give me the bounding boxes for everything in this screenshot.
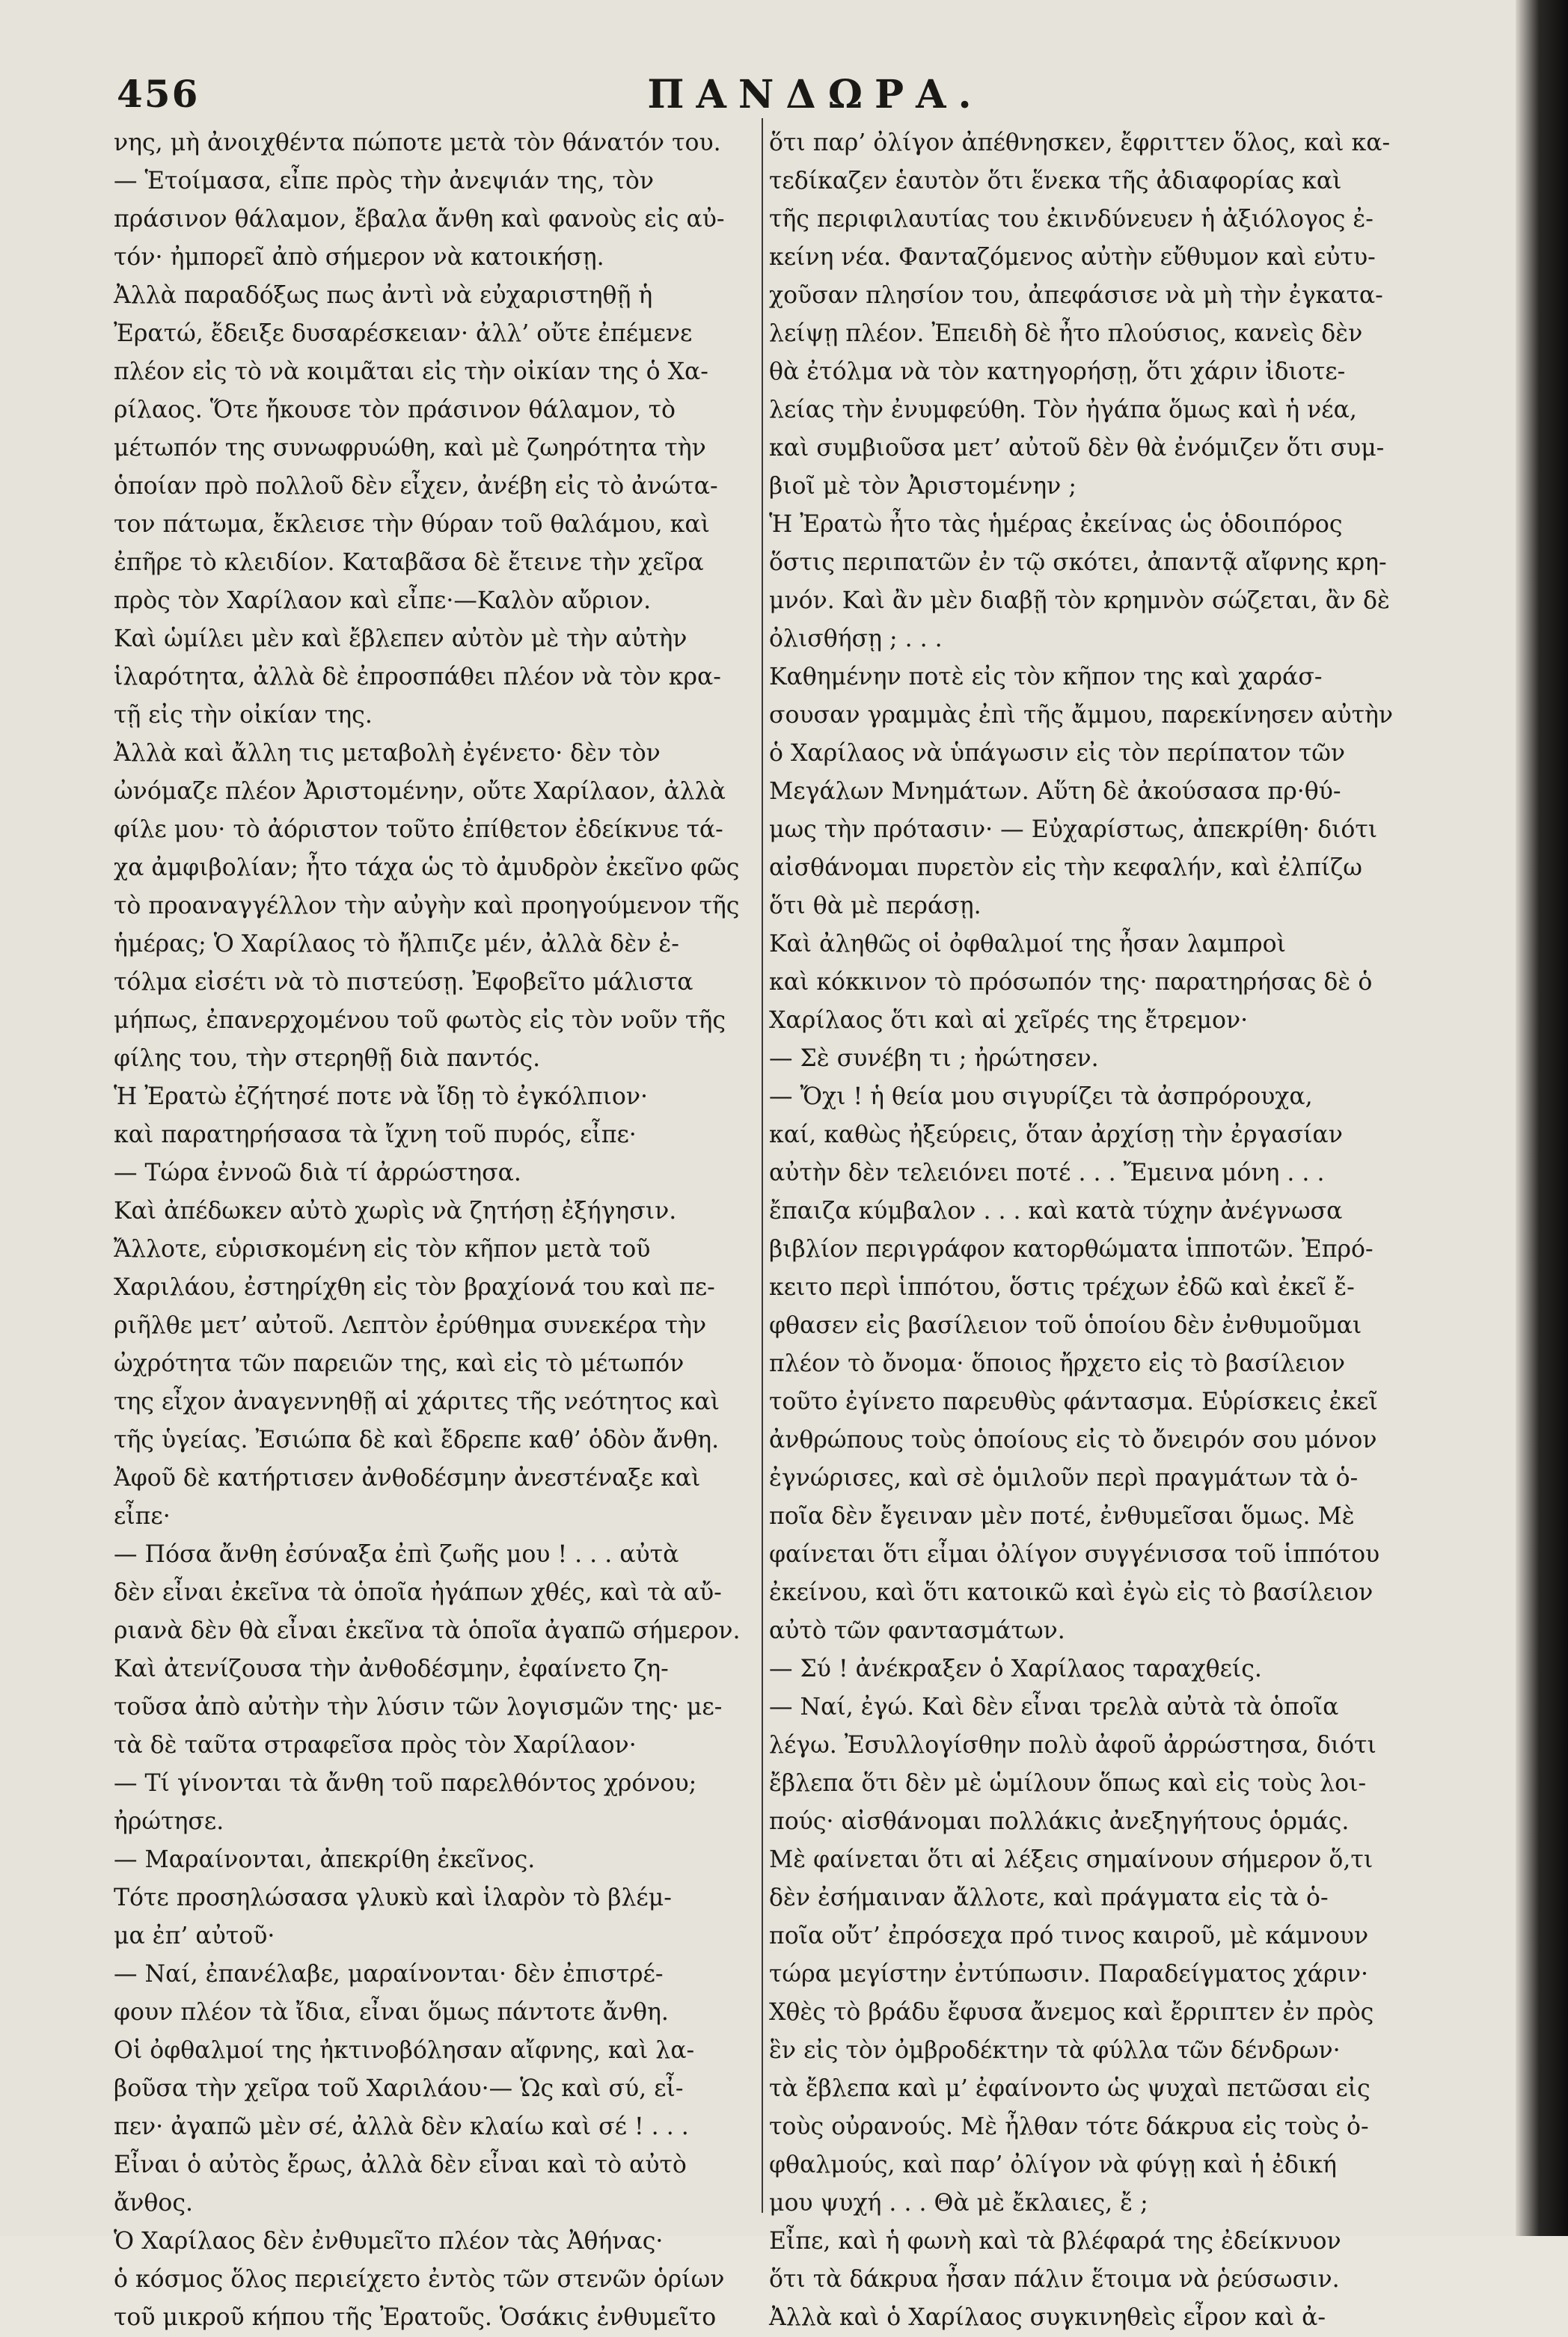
text-line: τῆς περιφιλαυτίας του ἐκινδύνευεν ἡ ἀξιόλογος ἐ- [769,206,1373,233]
text-line: πρὸς τὸν Χαρίλαον καὶ εἶπε·—Καλὸν αὔριον. [114,587,652,614]
text-line: — Τώρα ἐννοῶ διὰ τί ἀρρώστησα. [114,1160,521,1186]
text-line: Καὶ ἀτενίζουσα τὴν ἀνθοδέσμην, ἐφαίνετο ζη- [114,1655,669,1682]
text-line: αἰσθάνομαι πυρετὸν εἰς τὴν κεφαλήν, καὶ ἐλπίζω [769,854,1362,881]
text-line: τώρα μεγίστην ἐντύπωσιν. Παραδείγματος χάριν· [769,1961,1369,1988]
text-line: φθασεν εἰς βασίλειον τοῦ ὁποίου δὲν ἐνθυμοῦμαι [769,1312,1362,1339]
text-line: Χαρίλαος ὅτι καὶ αἱ χεῖρές της ἔτρεμον· [769,1007,1249,1034]
text-line: — Σύ ! ἀνέκραξεν ὁ Χαρίλαος ταραχθείς. [769,1655,1262,1682]
text-line: Ἀλλὰ καὶ ἄλλη τις μεταβολὴ ἐγένετο· δὲν τὸν [114,740,661,767]
text-line: καί, καθὼς ἠξεύρεις, ὅταν ἀρχίσῃ τὴν ἐργασίαν [769,1121,1343,1148]
page-binding-edge [1516,0,1568,2236]
text-line: αὐτὴν δὲν τελειόνει ποτέ . . . Ἔμεινα μόνη . . . [769,1160,1325,1186]
text-line: Τότε προσηλώσασα γλυκὺ καὶ ἱλαρὸν τὸ βλέμ- [114,1884,672,1911]
text-line: καὶ παρατηρήσασα τὰ ἴχνη τοῦ πυρός, εἶπε· [114,1121,637,1148]
text-line: ποῖα οὔτ’ ἐπρόσεχα πρό τινος καιροῦ, μὲ κάμνουν [769,1923,1369,1949]
text-line: βιβλίον περιγράφον κατορθώματα ἱπποτῶν. Ἐπρό- [769,1236,1373,1263]
text-line: θὰ ἐτόλμα νὰ τὸν κατηγορήσῃ, ὅτι χάριν ἰδιοτε- [769,358,1346,385]
text-line: κείνη νέα. Φανταζόμενος αὐτὴν εὔθυμον καὶ εὐτυ- [769,244,1376,271]
text-line: μέτωπόν της συνωφρυώθη, καὶ μὲ ζωηρότητα τὴν [114,435,706,462]
text-line: αὐτὸ τῶν φαντασμάτων. [769,1617,1065,1644]
text-line: μα ἐπ’ αὐτοῦ· [114,1923,275,1949]
text-line: τόν· ἠμπορεῖ ἀπὸ σήμερον νὰ κατοικήσῃ. [114,244,604,271]
text-line: λείας τὴν ἐνυμφεύθη. Τὸν ἠγάπα ὅμως καὶ ἡ νέα, [769,396,1357,423]
text-line: Ἡ Ἐρατὼ ἦτο τὰς ἡμέρας ἐκείνας ὡς ὁδοιπόρος [769,511,1343,538]
text-line: κειτο περὶ ἱππότου, ὅστις τρέχων ἐδῶ καὶ ἐκεῖ ἔ- [769,1274,1355,1301]
text-line: ποῖα δὲν ἔγειναν μὲν ποτέ, ἐνθυμεῖσαι ὅμως. Μὲ [769,1503,1355,1530]
text-line: τοῦ μικροῦ κήπου τῆς Ἐρατοῦς. Ὁσάκις ἐνθυμεῖτο [114,2304,717,2331]
text-line: — Ναί, ἐπανέλαβε, μαραίνονται· δὲν ἐπιστρέ- [114,1961,664,1988]
column-divider [762,118,763,2213]
text-line: ὅστις περιπατῶν ἐν τῷ σκότει, ἀπαντᾷ αἴφνης κρη- [769,549,1387,576]
text-line: μως τὴν πρότασιν· — Εὐχαρίστως, ἀπεκρίθη· διότι [769,816,1378,843]
text-line: ἔβλεπα ὅτι δὲν μὲ ὡμίλουν ὅπως καὶ εἰς τοὺς λοι- [769,1770,1367,1797]
text-line: Καὶ ἀληθῶς οἱ ὀφθαλμοί της ἦσαν λαμπροὶ [769,931,1286,958]
text-line: λείψῃ πλέον. Ἐπειδὴ δὲ ἦτο πλούσιος, κανεὶς δὲν [769,320,1363,347]
text-line: ριῆλθε μετ’ αὐτοῦ. Λεπτὸν ἐρύθημα συνεκέρα τὴν [114,1312,707,1339]
text-line: Ἀλλὰ παραδόξως πως ἀντὶ νὰ εὐχαριστηθῇ ἡ [114,282,653,309]
text-line: καὶ κόκκινον τὸ πρόσωπόν της· παρατηρήσας δὲ ὁ [769,969,1373,996]
text-line: τοῦτο ἐγίνετο παρευθὺς φάντασμα. Εὑρίσκεις ἐκεῖ [769,1388,1378,1415]
right-column [769,124,1412,2337]
text-line: πλέον τὸ ὄνομα· ὅποιος ἤρχετο εἰς τὸ βασίλειον [769,1350,1345,1377]
text-line: Ὁ Χαρίλαος δὲν ἐνθυμεῖτο πλέον τὰς Ἀθήνας· [114,2228,664,2255]
text-line: πούς· αἰσθάνομαι πολλάκις ἀνεξηγήτους ὁρμάς. [769,1808,1350,1835]
text-line: — Ὄχι ! ἡ θεία μου σιγυρίζει τὰ ἀσπρόρουχα, [769,1083,1313,1110]
text-line: Χθὲς τὸ βράδυ ἔφυσα ἄνεμος καὶ ἔρριπτεν ἐν πρὸς [769,1999,1374,2026]
text-line: δὲν εἶναι ἐκεῖνα τὰ ὁποῖα ἠγάπων χθές, καὶ τὰ αὔ- [114,1579,722,1606]
text-line: πεν· ἀγαπῶ μὲν σέ, ἀλλὰ δὲν κλαίω καὶ σέ ! . . . [114,2113,689,2140]
text-line: εἶπε· [114,1503,171,1530]
text-line: ρίλαος. Ὅτε ἤκουσε τὸν πράσινον θάλαμον, τὸ [114,396,676,423]
text-line: χοῦσαν πλησίον του, ἀπεφάσισε νὰ μὴ τὴν ἐγκατα- [769,282,1383,309]
text-line: ὠνόμαζε πλέον Ἀριστομένην, οὔτε Χαρίλαον, ἀλλὰ [114,778,726,805]
text-line: βιοῖ μὲ τὸν Ἀριστομένην ; [769,473,1077,500]
text-line: ὅτι τὰ δάκρυα ἦσαν πάλιν ἕτοιμα νὰ ῥεύσωσιν. [769,2266,1340,2293]
text-line: σουσαν γραμμὰς ἐπὶ τῆς ἄμμου, παρεκίνησεν αὐτὴν [769,702,1394,729]
text-line: ἀνθρώπους τοὺς ὁποίους εἰς τὸ ὄνειρόν σου μόνον [769,1427,1377,1454]
text-line: — Τί γίνονται τὰ ἄνθη τοῦ παρελθόντος χρόνου; [114,1770,697,1797]
text-line: φθαλμούς, καὶ παρ’ ὀλίγον νὰ φύγῃ καὶ ἡ ἐδική [769,2151,1337,2178]
text-line: φίλης του, τὴν στερηθῇ διὰ παντός. [114,1045,541,1072]
text-line: τοῦσα ἀπὸ αὐτὴν τὴν λύσιν τῶν λογισμῶν της· με- [114,1694,723,1721]
page-header [112,72,1519,117]
text-line: ἐγνώρισες, καὶ σὲ ὁμιλοῦν περὶ πραγμάτων τὰ ὁ- [769,1465,1359,1492]
text-line: — Ναί, ἐγώ. Καὶ δὲν εἶναι τρελὰ αὐτὰ τὰ ὁποῖα [769,1694,1339,1721]
text-line: φαίνεται ὅτι εἶμαι ὀλίγον συγγένισσα τοῦ ἱππότου [769,1541,1380,1568]
text-line: Καὶ ἀπέδωκεν αὐτὸ χωρὶς νὰ ζητήσῃ ἐξήγησιν. [114,1198,677,1225]
text-line: βοῦσα τὴν χεῖρα τοῦ Χαριλάου·— Ὡς καὶ σύ, εἶ- [114,2075,684,2102]
text-line: ριανὰ δὲν θὰ εἶναι ἐκεῖνα τὰ ὁποῖα ἀγαπῶ σήμερον. [114,1617,741,1644]
text-line: ὅτι παρ’ ὀλίγον ἀπέθνησκεν, ἔφριττεν ὅλος, καὶ κα- [769,129,1391,156]
text-line: Καθημένην ποτὲ εἰς τὸν κῆπον της καὶ χαράσ- [769,664,1323,690]
text-line: τὰ δὲ ταῦτα στραφεῖσα πρὸς τὸν Χαρίλαον· [114,1732,637,1759]
text-line: τοὺς οὐρανούς. Μὲ ἦλθαν τότε δάκρυα εἰς τοὺς ὀ- [769,2113,1369,2140]
text-line: ἱλαρότητα, ἀλλὰ δὲ ἐπροσπάθει πλέον νὰ τὸν κρα- [114,664,721,690]
text-line: ὁ Χαρίλαος νὰ ὑπάγωσιν εἰς τὸν περίπατον τῶν [769,740,1346,767]
text-line: ἄνθος. [114,2190,194,2217]
text-line: δὲν ἐσήμαιναν ἄλλοτε, καὶ πράγματα εἰς τὰ ὁ- [769,1884,1329,1911]
text-line: Εἶπε, καὶ ἡ φωνὴ καὶ τὰ βλέφαρά της ἐδείκνυον [769,2228,1341,2255]
text-line: Μὲ φαίνεται ὅτι αἱ λέξεις σημαίνουν σήμερον ὅ,τι [769,1846,1373,1873]
text-line: ἐπῆρε τὸ κλειδίον. Καταβᾶσα δὲ ἔτεινε τὴν χεῖρα [114,549,704,576]
text-line: ὁ κόσμος ὅλος περιείχετο ἐντὸς τῶν στενῶν ὁρίων [114,2266,725,2293]
text-line: Ἐρατώ, ἔδειξε δυσαρέσκειαν· ἀλλ’ οὔτε ἐπέμενε [114,320,693,347]
text-line: τῇ εἰς τὴν οἰκίαν της. [114,702,373,729]
text-line: Οἱ ὀφθαλμοί της ἠκτινοβόλησαν αἴφνης, καὶ λα- [114,2037,695,2064]
text-line: μνόν. Καὶ ἂν μὲν διαβῇ τὸν κρημνὸν σώζεται, ἂν δὲ [769,587,1390,614]
text-line: Ἀφοῦ δὲ κατήρτισεν ἀνθοδέσμην ἀνεστέναξε καὶ [114,1465,701,1492]
text-line: λέγω. Ἐσυλλογίσθην πολὺ ἀφοῦ ἀρρώστησα, διότι [769,1732,1376,1759]
running-title: ΠΑΝΔΩΡΑ. [647,72,984,117]
text-line: τῆς ὑγείας. Ἐσιώπα δὲ καὶ ἔδρεπε καθ’ ὁδὸν ἄνθη. [114,1427,720,1454]
text-line: ἓν εἰς τὸν ὀμβροδέκτην τὰ φύλλα τῶν δένδρων· [769,2037,1341,2064]
text-line: — Ἑτοίμασα, εἶπε πρὸς τὴν ἀνεψιάν της, τὸν [114,168,655,195]
text-line: ἡμέρας; Ὁ Χαρίλαος τὸ ἤλπιζε μέν, ἀλλὰ δὲν ἐ- [114,931,679,958]
text-line: φίλε μου· τὸ ἀόριστον τοῦτο ἐπίθετον ἐδείκνυε τά- [114,816,723,843]
text-line: της εἶχον ἀναγεννηθῇ αἱ χάριτες τῆς νεότητος καὶ [114,1388,720,1415]
text-line: τὸ προαναγγέλλον τὴν αὐγὴν καὶ προηγούμενον τῆς [114,892,740,919]
text-line: Ἡ Ἐρατὼ ἐζήτησέ ποτε νὰ ἴδῃ τὸ ἐγκόλπιον· [114,1083,649,1110]
text-line: νης, μὴ ἀνοιχθέντα πώποτε μετὰ τὸν θάνατόν του. [114,129,721,156]
text-line: ἔπαιζα κύμβαλον . . . καὶ κατὰ τύχην ἀνέγνωσα [769,1198,1343,1225]
text-line: Μεγάλων Μνημάτων. Αὕτη δὲ ἀκούσασα πρ·θύ- [769,778,1341,805]
text-line: Καὶ ὡμίλει μὲν καὶ ἔβλεπεν αὐτὸν μὲ τὴν αὐτὴν [114,625,687,652]
text-line: Ἀλλὰ καὶ ὁ Χαρίλαος συγκινηθεὶς εἶρον καὶ ἀ- [769,2304,1326,2331]
text-line: ἐκείνου, καὶ ὅτι κατοικῶ καὶ ἐγὼ εἰς τὸ βασίλειον [769,1579,1373,1606]
text-line: ὅτι θὰ μὲ περάσῃ. [769,892,981,919]
left-column [114,124,757,2337]
text-line: — Σὲ συνέβη τι ; ἠρώτησεν. [769,1045,1099,1072]
page-number: 456 [117,72,200,116]
text-line: τεδίκαζεν ἑαυτὸν ὅτι ἕνεκα τῆς ἀδιαφορίας καὶ [769,168,1342,195]
text-line: μήπως, ἐπανερχομένου τοῦ φωτὸς εἰς τὸν νοῦν τῆς [114,1007,726,1034]
text-line: ὀλισθήσῃ ; . . . [769,625,943,652]
text-line: τὰ ἔβλεπα καὶ μ’ ἐφαίνοντο ὡς ψυχαὶ πετῶσαι εἰς [769,2075,1371,2102]
text-line: πλέον εἰς τὸ νὰ κοιμᾶται εἰς τὴν οἰκίαν της ὁ Χα- [114,358,708,385]
text-line: Εἶναι ὁ αὐτὸς ἔρως, ἀλλὰ δὲν εἶναι καὶ τὸ αὐτὸ [114,2151,687,2178]
text-line: — Πόσα ἄνθη ἐσύναξα ἐπὶ ζωῆς μου ! . . . αὐτὰ [114,1541,679,1568]
text-line: καὶ συμβιοῦσα μετ’ αὐτοῦ δὲν θὰ ἐνόμιζεν ὅτι συμ- [769,435,1385,462]
text-line: ἠρώτησε. [114,1808,224,1835]
text-line: τον πάτωμα, ἔκλεισε τὴν θύραν τοῦ θαλάμου, καὶ [114,511,710,538]
text-line: πράσινον θάλαμον, ἔβαλα ἄνθη καὶ φανοὺς εἰς αὐ- [114,206,725,233]
text-line: — Μαραίνονται, ἀπεκρίθη ἐκεῖνος. [114,1846,536,1873]
text-line: Ἄλλοτε, εὑρισκομένη εἰς τὸν κῆπον μετὰ τοῦ [114,1236,651,1263]
text-line: ὠχρότητα τῶν παρειῶν της, καὶ εἰς τὸ μέτωπόν [114,1350,685,1377]
text-line: Χαριλάου, ἐστηρίχθη εἰς τὸν βραχίονά του καὶ πε- [114,1274,715,1301]
text-line: φουν πλέον τὰ ἴδια, εἶναι ὅμως πάντοτε ἄνθη. [114,1999,669,2026]
text-line: μου ψυχή . . . Θὰ μὲ ἔκλαιες, ἔ ; [769,2190,1148,2217]
text-line: τόλμα εἰσέτι νὰ τὸ πιστεύσῃ. Ἐφοβεῖτο μάλιστα [114,969,693,996]
text-line: ὁποίαν πρὸ πολλοῦ δὲν εἶχεν, ἀνέβη εἰς τὸ ἀνώτα- [114,473,718,500]
text-line: χα ἀμφιβολίαν; ἦτο τάχα ὡς τὸ ἀμυδρὸν ἐκεῖνο φῶς [114,854,740,881]
